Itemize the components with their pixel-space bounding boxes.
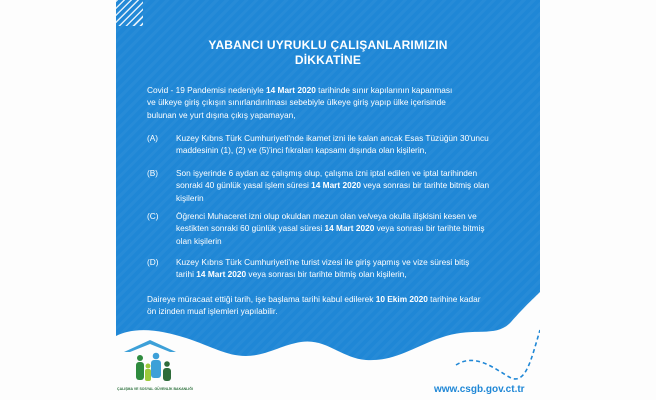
- ministry-logo-text: ÇALIŞMA VE SOSYAL GÜVENLİK BAKANLIĞI: [117, 387, 193, 391]
- text-segment: Covid - 19 Pandemisi nedeniyle: [147, 84, 266, 95]
- text-segment: tarihinde sınır kapılarının kapanması: [315, 84, 453, 95]
- text-segment: kestikten sonraki 60 günlük yasal süresi: [176, 223, 325, 233]
- item-label: (A): [147, 132, 159, 143]
- bold-date: 10 Ekim 2020: [375, 293, 428, 304]
- item-label: (D): [147, 256, 159, 267]
- text-segment: veya sonrası bir tarihte bitmiş olan kişilerin,: [246, 269, 407, 279]
- text-segment: veya sonrası bir tarihte bitmiş olan: [360, 180, 490, 190]
- text-segment: bulunan ve yurt dışına çıkış yapamayan,: [147, 109, 296, 120]
- text-segment: ön izinden muaf işlemleri yapılabilir.: [147, 306, 278, 316]
- text-segment: Son işyerinde 6 aydan az çalışmış olup, çalışma izni iptal edilen ve iptal tarihinden: [176, 167, 478, 178]
- text-segment: sonraki 40 günlük yasal işlem süresi: [176, 180, 312, 190]
- text-segment: kişilerin: [176, 192, 204, 203]
- item-label: (C): [147, 210, 159, 221]
- bold-date: 14 Mart 2020: [196, 269, 247, 279]
- text-segment: ve ülkeye giriş çıkışın sınırlandırılması sebebiyle ülkeye giriş yapıp ülke içerisinde: [147, 97, 446, 107]
- text-segment: Öğrenci Muhaceret izni olup okuldan mezun olan ve/veya okulla ilişkisini kesen ve: [176, 210, 477, 221]
- poster-title-line2: DİKKATİNE: [294, 53, 362, 67]
- text-segment: Kuzey Kıbrıs Türk Cumhuriyeti'nde ikamet izni ile kalan ancak Esas Tüzüğün 30'uncu: [176, 132, 489, 143]
- text-segment: Kuzey Kıbrıs Türk Cumhuriyeti'ne turist vizesi ile giriş yapmış ve vize süresi bitiş: [176, 256, 470, 267]
- bold-date: 14 Mart 2020: [311, 180, 361, 190]
- text-segment: maddesinin (1), (2) ve (5)'inci fıkraları kapsamı dışında olan kişilerin,: [176, 145, 427, 155]
- bold-date: 14 Mart 2020: [266, 84, 316, 95]
- ministry-logo: [120, 338, 190, 386]
- bold-date: 14 Mart 2020: [324, 223, 375, 233]
- item-label: (B): [147, 167, 159, 178]
- text-segment: veya sonrası bir tarihte bitmiş: [374, 223, 485, 233]
- text-segment: olan kişilerin: [176, 235, 222, 246]
- text-segment: Daireye müracaat ettiği tarih, işe başlama tarihi kabul edilerek: [147, 293, 376, 304]
- text-segment: tarihi: [176, 269, 197, 279]
- poster-title-line1: YABANCI UYRUKLU ÇALIŞANLARIMIZIN: [208, 38, 448, 52]
- website-url[interactable]: www.csgb.gov.ct.tr: [434, 384, 525, 395]
- text-segment: tarihine kadar: [427, 293, 481, 304]
